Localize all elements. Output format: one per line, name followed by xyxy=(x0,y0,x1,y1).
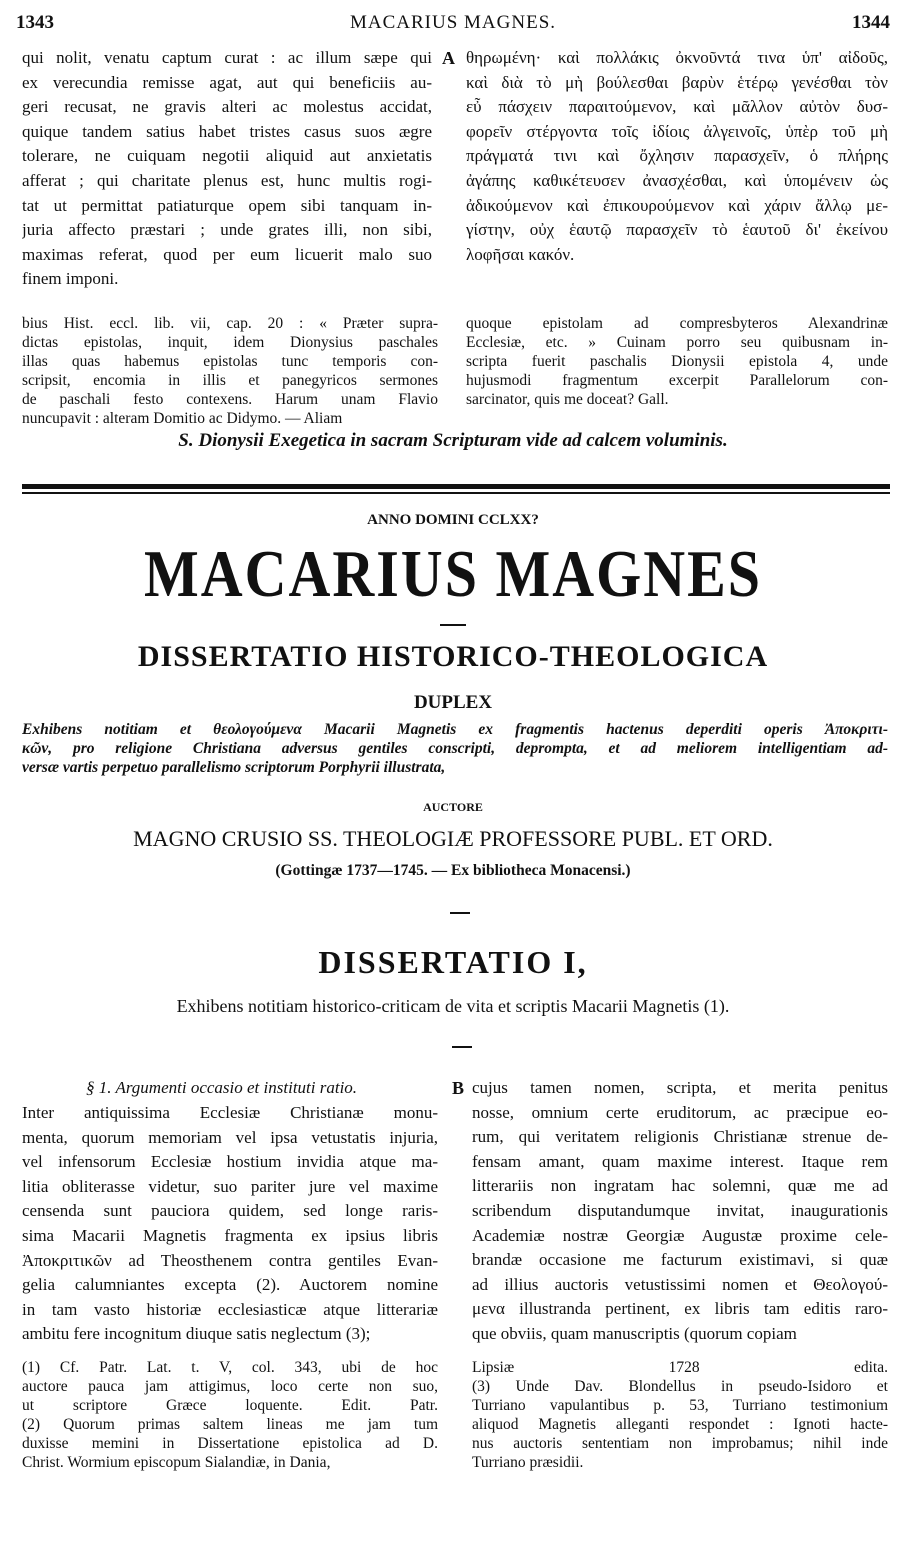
main-title: MACARIUS MAGNES xyxy=(143,536,763,611)
body-line: ad illius auctoris vetustissimi nomen et Θεολογού- xyxy=(472,1274,888,1294)
greek-text-line: γίστην, οὐχ ἑαυτῷ παρασχεῖν τὸ ἑαυτοῦ δι' ἐκείνου xyxy=(466,220,888,240)
body-line: fensam amant, quam maxime interest. Itaque rem xyxy=(472,1151,888,1171)
text-line: afferat ; qui charitate plenus est, hunc multis rogi- xyxy=(22,170,432,190)
text-line: finem imponi. xyxy=(22,269,119,289)
note-line: scripta fuerit paschalis Dionysii epistola 4, unde xyxy=(466,353,888,370)
text-line: quique tandem satius habet tristes casus suos ægre xyxy=(22,121,432,141)
title-dash xyxy=(440,624,466,626)
note-line: bius Hist. eccl. lib. vii, cap. 20 : « Præter supra- xyxy=(22,315,438,332)
description-line: κῶν, pro religione Christiana adversus gentiles conscripti, deprompta, et ad meliorem intelligentiam ad- xyxy=(22,740,888,757)
footnotes-left xyxy=(22,1358,438,1472)
body-line: litia obliterasse videtur, suo pariter jure vel maxime xyxy=(22,1176,438,1196)
body-line: rum, qui veritatem religionis Christianæ strenue de- xyxy=(472,1127,888,1147)
body-line: litterariis non ingratam hac solemni, quæ me ad xyxy=(472,1176,888,1196)
body-line: Academiæ nostræ Georgiæ Augustæ proxime cele- xyxy=(472,1225,888,1245)
body-right-column xyxy=(472,1076,888,1347)
dissertatio-heading: DISSERTATIO I, xyxy=(318,944,588,980)
greek-text-line: πράγματά τινι καὶ ὄχλησιν παρασχεῖν, ὁ πλήρης xyxy=(466,146,888,166)
section-rule-thin xyxy=(22,492,890,494)
footnote-line: (2) Quorum primas saltem lineas me jam tum xyxy=(22,1416,438,1433)
footnote-line: Christ. Wormium episcopum Sialandiæ, in Dania, xyxy=(22,1454,331,1471)
footnote-line: Turriano vapulantibus p. 53, Turriano testimonium xyxy=(472,1397,888,1414)
greek-text-line: φορεῖν στέργοντα τοῖς ἰδίοις ἀλγεινοῖς, ὑπὲρ τοῦ μὴ xyxy=(466,121,888,141)
body-line: nosse, omnium certe eruditorum, ac præcipue eo- xyxy=(472,1102,888,1122)
footnote-line: Lipsiæ 1728 edita. xyxy=(472,1359,888,1376)
body-line: Ἀποκριτικῶν ad Theosthenem contra gentiles Evan- xyxy=(22,1250,438,1270)
note-line: sarcinator, quis me doceat? Gall. xyxy=(466,391,669,408)
greek-text-line: ἀγάπης καθικέτευσεν ἀνασχέσθαι, καὶ ὑπομένειν ὡς xyxy=(466,170,888,190)
footnotes-right xyxy=(472,1358,888,1472)
dash-after-imprint xyxy=(450,912,470,914)
top-latin-column xyxy=(22,46,432,292)
anno-domini: ANNO DOMINI CCLXX? xyxy=(367,512,539,528)
greek-text-line: θηρωμένη· καὶ πολλάκις ὀκνοῦντά τινα ὑπ' αἰδοῦς, xyxy=(466,48,888,67)
footnote-line: auctore pauca jam attigimus, loco certe non suo, xyxy=(22,1378,438,1395)
body-line: vel infensorum Ecclesiæ hostium invidia atque ma- xyxy=(22,1152,438,1172)
footnote-line: Turriano præsidii. xyxy=(472,1454,584,1471)
section-rule-thick xyxy=(22,484,890,489)
section-heading: § 1. Argumenti occasio et instituti ratio. xyxy=(86,1078,358,1097)
description-line: Exhibens notitiam et θεολογούμενα Macarii Magnetis ex fragmentis hactenus deperditi operis Ἀποκριτι- xyxy=(22,721,888,738)
running-title: MACARIUS MAGNES. xyxy=(349,12,557,33)
text-line: qui nolit, venatu captum curat : ac illum sæpe qui xyxy=(22,48,432,67)
column-marker-b: B xyxy=(452,1078,465,1098)
footnote-line: (1) Cf. Patr. Lat. t. V, col. 343, ubi de hoc xyxy=(22,1359,438,1376)
footnote-line: ut scriptore Græce loquente. Edit. Patr. xyxy=(22,1397,438,1414)
exegetica-note: S. Dionysii Exegetica in sacram Scripturam vide ad calcem voluminis. xyxy=(178,430,728,451)
column-marker-a: A xyxy=(442,48,455,68)
running-header xyxy=(0,12,906,40)
body-line: in tam vasto historiæ ecclesiasticæ atque litterariæ xyxy=(22,1299,438,1319)
note-line: de paschali festo contexens. Harum unam Flavio xyxy=(22,391,438,408)
footnote-line: nus auctoris sententiam non improbamus; nihil inde xyxy=(472,1435,888,1452)
top-notes-left xyxy=(22,314,438,428)
footnote-line: duxisse memini in Dissertatione epistolica ad D. xyxy=(22,1435,438,1452)
note-line: dictas epistolas, inquit, idem Dionysius paschales xyxy=(22,334,438,351)
greek-text-line: εὖ πάσχειν παραιτούμενον, καὶ μᾶλλον αὐτὸν δυσ- xyxy=(466,97,888,117)
note-line: scripsit, encomia in illis et panegyricos sermones xyxy=(22,372,438,389)
top-greek-column xyxy=(466,46,888,267)
auctore-label: AUCTORE xyxy=(423,800,483,814)
body-line: ambitu fere incognitum diuque satis neglectum (3); xyxy=(22,1324,371,1344)
duplex-label: DUPLEX xyxy=(413,692,493,713)
footnote-line: aliquod Magnetis alleganti respondet : Ignoti hacte- xyxy=(472,1416,888,1433)
page-number-left: 1343 xyxy=(16,12,54,33)
body-line: cujus tamen nomen, scripta, et merita penitus xyxy=(472,1078,888,1097)
text-line: juria affecto præstari ; unde grates illi, non sibi, xyxy=(22,220,432,240)
top-notes-right xyxy=(466,314,888,409)
subtitle: DISSERTATIO HISTORICO-THEOLOGICA xyxy=(137,640,769,673)
body-line: que obviis, quam manuscriptis (quorum copiam xyxy=(472,1323,797,1343)
note-line: Ecclesiæ, etc. » Cuinam porro seu quibusnam in- xyxy=(466,334,888,351)
dash-after-subheading xyxy=(452,1046,472,1048)
body-line: μενα illustranda pertinent, ex libris tam editis raro- xyxy=(472,1299,888,1319)
body-left-column xyxy=(22,1101,438,1347)
page-number-right: 1344 xyxy=(852,12,890,33)
body-line: censenda sunt pauciora quidem, sed longe raris- xyxy=(22,1201,438,1221)
body-line: menta, quorum memoriam vel ipsa vetustatis injuria, xyxy=(22,1127,438,1147)
body-line: scribendum disputandumque invitat, inaugurationis xyxy=(472,1200,888,1220)
greek-text-line: ἀδικούμενον καὶ ἐπικουρούμενον καὶ χάριν ἄλλῳ με- xyxy=(466,195,888,215)
imprint-line: (Gottingæ 1737—1745. — Ex bibliotheca Monacensi.) xyxy=(275,862,631,879)
note-line: nuncupavit : alteram Domitio ac Didymo. — Aliam xyxy=(22,410,343,427)
text-line: ex verecundia remisse agat, aut qui beneficiis au- xyxy=(22,72,432,92)
text-line: geri recusat, ne gravis alteri ac molestus accidat, xyxy=(22,97,432,117)
body-line: Inter antiquissima Ecclesiæ Christianæ monu- xyxy=(22,1103,438,1122)
text-line: maximas referat, quod per eum licuerit malo suo xyxy=(22,244,432,264)
body-line: sima Macarii Magnetis fragmenta ex ipsius libris xyxy=(22,1225,438,1245)
text-line: tat ut permittat patiaturque opem sibi tanquam in- xyxy=(22,195,432,215)
author-line: MAGNO CRUSIO SS. THEOLOGIÆ PROFESSORE PUBL. ET ORD. xyxy=(133,826,773,851)
note-line: illas quas habemus epistolas tunc temporis con- xyxy=(22,353,438,370)
body-line: brandæ occasione me facturum existimavi, si quæ xyxy=(472,1250,888,1270)
greek-text-line: λοφῆσαι κακόν. xyxy=(466,244,575,264)
text-line: tolerare, ne cuiquam negotii aliquid aut anxietatis xyxy=(22,146,432,166)
note-line: quoque epistolam ad compresbyteros Alexandrinæ xyxy=(466,315,888,332)
description-line: versæ vartis perpetuo parallelismo scriptorum Porphyrii illustrata, xyxy=(22,759,446,776)
body-line: gelia calumniantes excepta (2). Auctorem nomine xyxy=(22,1275,438,1295)
footnote-line: (3) Unde Dav. Blondellus in pseudo-Isidoro et xyxy=(472,1378,888,1395)
greek-text-line: καὶ διὰ τὸ μὴ βούλεσθαι βαρὺν ἑτέρῳ γενέσθαι τὸν xyxy=(466,72,888,92)
note-line: hujusmodi fragmentum excerpit Parallelorum con- xyxy=(466,372,888,389)
title-description xyxy=(22,720,888,777)
dissertatio-subheading: Exhibens notitiam historico-criticam de vita et scriptis Macarii Magnetis (1). xyxy=(176,996,730,1016)
